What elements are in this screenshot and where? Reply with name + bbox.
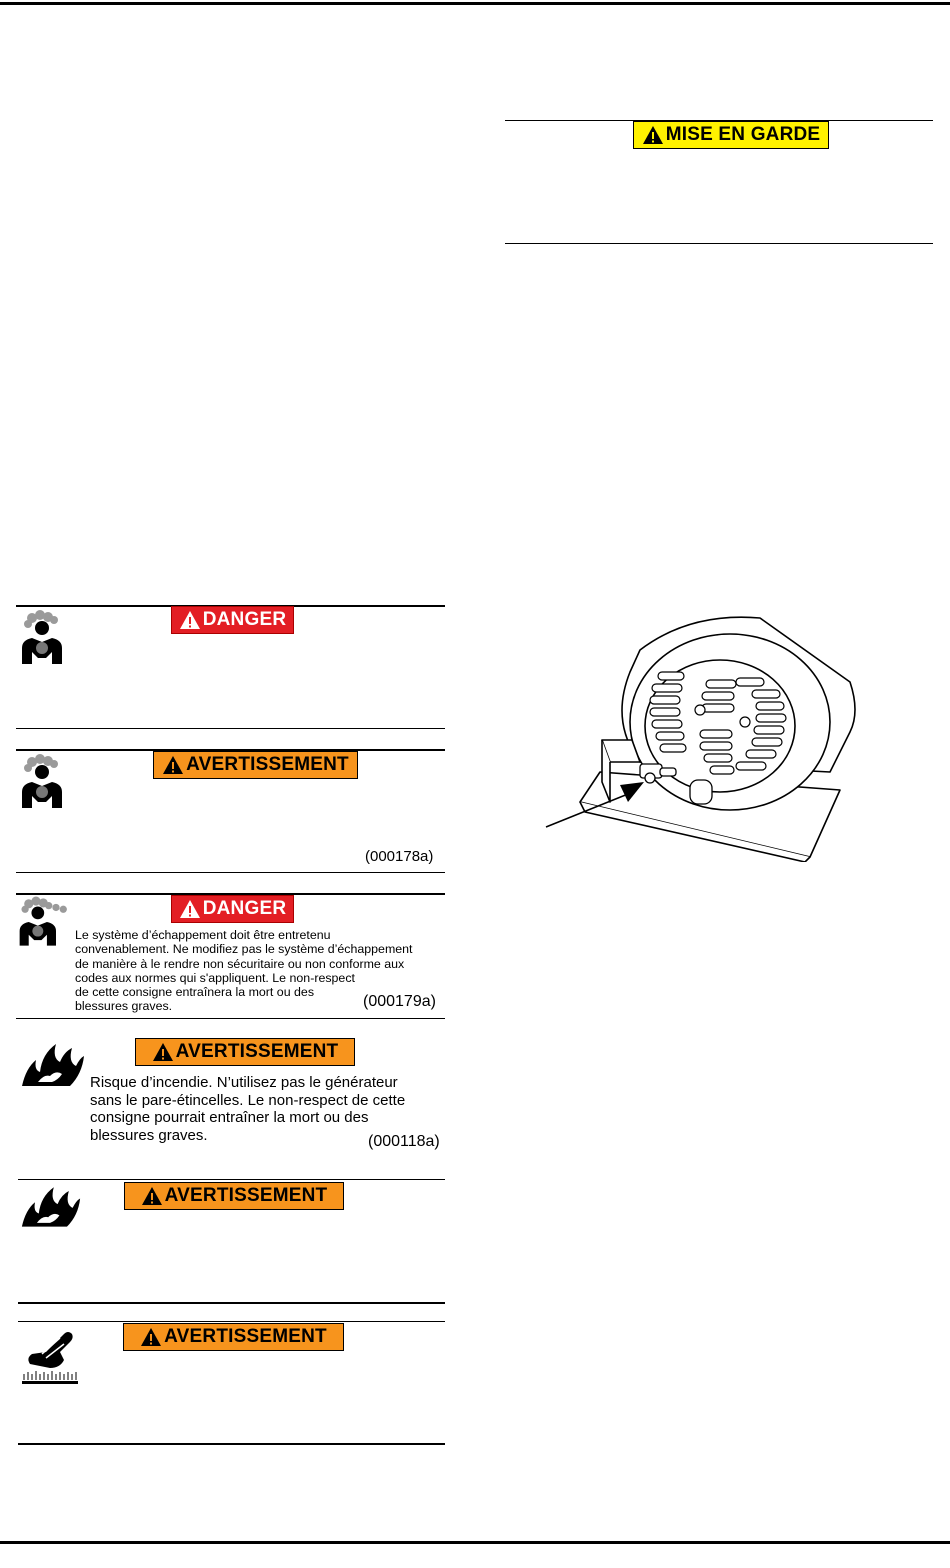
warn-hot-bottom-rule xyxy=(18,1443,445,1445)
warning-label-fire-2-text: AVERTISSEMENT xyxy=(164,1185,328,1206)
warning-label-fire-2 xyxy=(124,1182,344,1210)
toxic-gas-person-icon-3 xyxy=(16,896,76,953)
warning-label-hot xyxy=(123,1323,344,1351)
danger-label-2-text: DANGER xyxy=(202,898,287,919)
danger-label-1-text: DANGER xyxy=(202,609,287,630)
warning-label-gas-text: AVERTISSEMENT xyxy=(186,754,349,775)
danger-label-2 xyxy=(171,895,294,923)
code-000179a: (000179a) xyxy=(363,993,436,1010)
warning-label-fire-text: AVERTISSEMENT xyxy=(175,1041,339,1062)
code-000118a: (000118a) xyxy=(368,1133,440,1150)
warn-gas-bottom-rule xyxy=(16,872,445,873)
fire-flame-icon-2 xyxy=(20,1183,82,1234)
danger1-bottom-rule xyxy=(16,728,445,729)
warning-label-hot-text: AVERTISSEMENT xyxy=(164,1326,327,1347)
warn-fire-text: Risque d’incendie. N’utilisez pas le générateur sans le pare-étincelles. Le non-respect de cette consigne pourrait entraîner la mort ou des blessures graves. xyxy=(90,1074,406,1144)
warn-fire2-top-rule xyxy=(18,1179,445,1180)
danger-exhaust-text: Le système d’échappement doit être entretenu convenablement. Ne modifiez pas le système d’échappement de manière à le rendre non sécuritaire ou non conforme aux codes aux normes qui s'appliquent. Le non-respect de cette consigne entraînera la mort ou des blessures graves. xyxy=(75,928,413,1014)
warning-label-gas xyxy=(153,751,358,779)
toxic-gas-person-icon xyxy=(18,610,84,671)
warning-triangle-icon xyxy=(140,1327,162,1347)
hot-surface-hand-icon xyxy=(20,1324,80,1391)
fire-flame-icon xyxy=(20,1040,86,1093)
warning-triangle-icon xyxy=(642,125,664,145)
caution-bottom-rule xyxy=(505,243,933,244)
page-top-rule xyxy=(0,2,950,5)
engine-exhaust-illustration xyxy=(540,612,870,867)
code-000178a: (000178a) xyxy=(365,848,434,865)
warning-triangle-icon xyxy=(162,755,184,775)
warning-label-fire xyxy=(135,1038,355,1066)
caution-label-text: MISE EN GARDE xyxy=(665,124,821,145)
warn-hot-top-rule xyxy=(18,1321,445,1322)
warning-triangle-icon xyxy=(152,1042,174,1062)
toxic-gas-person-icon-2 xyxy=(18,754,84,815)
warn-fire2-bottom-rule xyxy=(18,1302,445,1304)
warning-triangle-icon xyxy=(179,899,201,919)
caution-label xyxy=(633,121,829,149)
warning-triangle-icon xyxy=(141,1186,163,1206)
danger2-bottom-rule xyxy=(16,1018,445,1019)
warning-triangle-icon xyxy=(179,610,201,630)
danger-label-1 xyxy=(171,606,294,634)
page-bottom-rule xyxy=(0,1541,950,1544)
